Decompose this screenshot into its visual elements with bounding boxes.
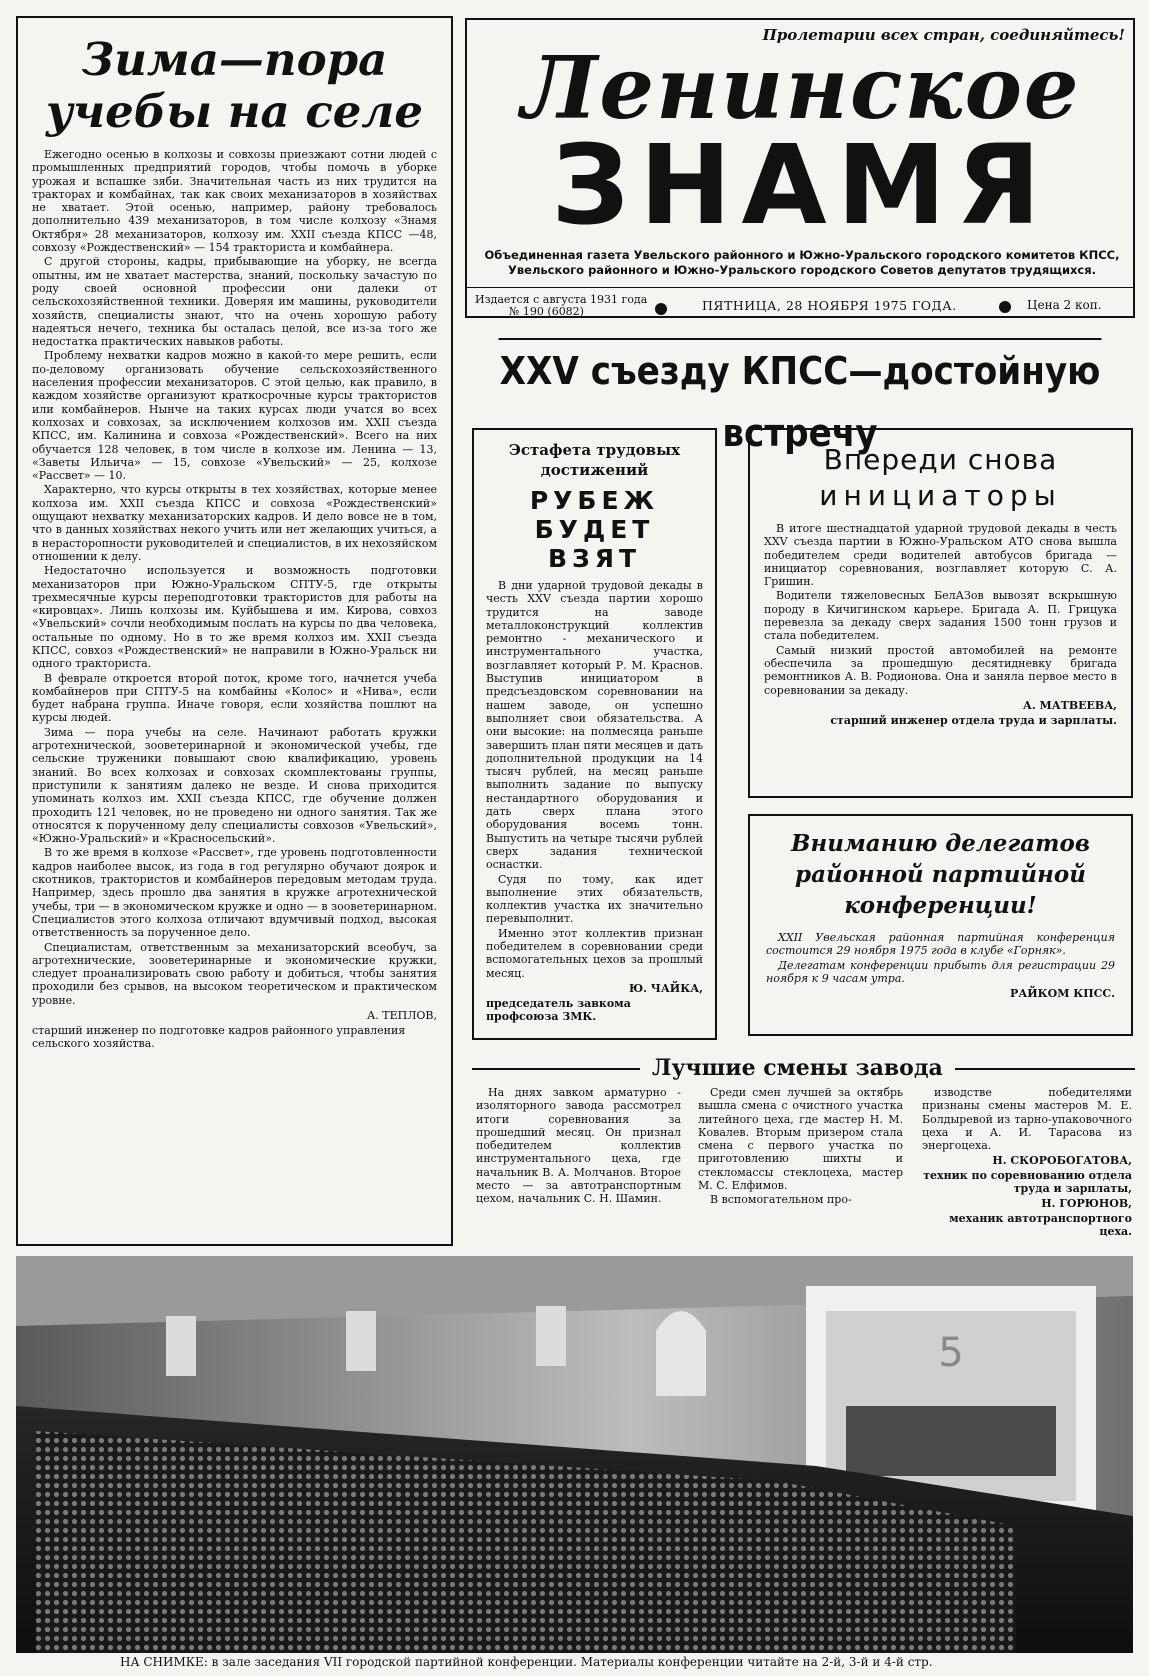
best-shifts-column-2 [698,1086,903,1208]
svg-text:5: 5 [938,1330,964,1376]
bullet-dot-icon [655,303,667,315]
relay-author-title: председатель завкома профсоюза ЗМК. [486,996,631,1023]
conference-hall-photo [16,1256,1133,1653]
innovators-headline-line1: Впереди снова [823,443,1058,476]
left-paragraph: Ежегодно осенью в колхозы и совхозы приезжают сотни людей с промышленных предприятий городов, чтобы помочь в уборке урожая и вспашке зяби. Значительная часть из них трудится на тракторах и комбайнах, так как своих механизаторов в хозяйствах не хватает. Этой осенью, например, району требовалось дополнительно 439 механизаторов, в том числе колхозу «Знамя Октября» 28 механизаторов, колхозу им. XXII съезда КПСС —48, совхозу «Рождественский» — 154 тракториста и комбайнера. [32,148,437,255]
best-shifts-text: На днях завком арматурно - изоляторного завода рассмотрел итоги соревнования за прошедший месяц. Он признал победителем коллектив инструментального цеха, где начальник В. А. Молчанов. Второе место — за автотранспортным цехом, начальник С. Н. Шамин. [476,1086,681,1206]
best-shifts-author-title: техник по соревнованию отдела труда и зарплаты, [923,1169,1132,1196]
left-paragraph: Характерно, что курсы открыты в тех хозяйствах, которые менее колхоза им. XXII съезда КПСС и совхоза «Рождественский» ощущают нехватку механизаторских кадров. И дело вовсе не в том, что в данных хозяйствах некого учить или нет желающих учиться, а в нерасторопности руководителей и специалистов, в их нехозяйском отношении к делу. [32,483,437,563]
best-shifts-title: Лучшие смены завода [640,1054,955,1082]
masthead-divider [467,287,1133,288]
innovators-paragraph: Самый низкий простой автомобилей на ремонте обеспечила за прошедшую десятидневку бригада ремонтников А. В. Родионова. Она и заняла первое место в соревновании за декаду. [764,643,1117,697]
innovators-paragraph: В итоге шестнадцатой ударной трудовой декады в честь XXV съезда партии в Южно-Уральском АТО снова вышла победителем среди водителей автобусов бригада — инициатор соревнования, возглавляет которую С. А. Гришин. [764,522,1117,589]
relay-headline [486,486,703,573]
best-shifts-text: В вспомогательном про- [710,1193,852,1207]
innovators-author-title: старший инженер отдела труда и зарплаты. [830,713,1117,727]
masthead-title-line1: Ленинское [521,38,1081,139]
delegates-headline [766,828,1115,921]
left-paragraph: В феврале откроется второй поток, кроме того, начнется учеба комбайнеров при СПТУ-5 на комбайны «Колос» и «Нива», если будет набрана группа. Иначе говоря, если хозяйства пошлют на курсы людей. [32,671,437,725]
best-shifts-column-1 [476,1086,681,1207]
best-shifts-author: Н. СКОРОБОГАТОВА, [992,1154,1132,1168]
masthead-title-line2: ЗНАМЯ [551,121,1051,249]
innovators-headline-line2: инициаторы [819,479,1062,512]
left-paragraph: С другой стороны, кадры, прибывающие на уборку, не всегда опытны, им не хватает мастерства, знаний, поскольку зачастую по роду своей основной профессии они далеки от сельскохозяйственной техники. Доверяя им машины, руководители хозяйств, специалисты знают, что на очень хорошую работу надеяться нечего, техника бы осталась целой, все из-за того же недостатка практических навыков работы. [32,255,437,349]
left-article-author: А. ТЕПЛОВ, [366,1009,437,1022]
left-article-author-title: старший инженер по подготовке кадров районного управления сельского хозяйства. [32,1024,406,1050]
delegates-signature: РАЙКОМ КПСС. [1010,987,1115,1001]
innovators-article [748,428,1133,798]
photo-image [16,1256,1133,1653]
masthead-subtitle-line2: Увельского районного и Южно-Уральского городского Советов депутатов трудящихся. [508,263,1096,277]
relay-paragraph: В дни ударной трудовой декады в честь XXV съезда партии хорошо трудится на заводе металлоконструкций коллектив ремонтно - механического и инструментального участка, возглавляет который Р. М. Краснов. Выступив инициатором в предсъездовском соревновании на нашем заводе, он успешно выполняет свои обязательства. А они высокие: на полмесяца раньше завершить план пяти месяцев и дать дополнительной продукции на 14 тысяч рублей, на месяц раньше выполнить задание по выпуску нестандартного оборудования и дать сверх плана этого оборудования восемь тонн. Выпустить на четыре тысячи рублей сверх задания технической оснастки. [486,579,703,872]
masthead [465,18,1135,318]
left-paragraph: Специалистам, ответственным за механизаторский всеобуч, за агротехнические, зооветеринарные и экономические кружки, следует проанализировать свою работу и добиться, чтобы занятия проходили без срывов, на высоком теоретическом и практическом уровне. [32,940,437,1007]
delegates-paragraph: Делегатам конференции прибыть для регистрации 29 ноября к 9 часам утра. [766,958,1115,985]
delegates-paragraph: XXII Увельская районная партийная конференция состоится 29 ноября 1975 года в клубе «Горняк». [766,931,1115,958]
left-paragraph: Проблему нехватки кадров можно в какой-то мере решить, если по-деловому организовать обучение сельскохозяйственного населения профессии механизаторов. С этой целью, как правило, в каждом хозяйстве организуют краткосрочные курсы трактористов или комбайнеров. Нынче на таких курсах люди учатся во всех колхозах и совхозах, за исключением колхозов им. XXII съезда КПСС, им. Калинина и совхоза «Рождественский». Всего на них обучается 128 человек, в том числе в колхозе им. Ленина — 13, «Заветы Ильича» — 15, совхозе «Увельский» — 25, колхозе «Рассвет» — 10. [32,349,437,483]
bullet-dot-icon [999,301,1011,313]
issue-date: ПЯТНИЦА, 28 НОЯБРЯ 1975 ГОДА. [702,298,957,313]
best-shifts-author: Н. ГОРЮНОВ, [1041,1197,1132,1211]
delegates-headline-line2: районной партийной [795,861,1086,888]
relay-paragraph: Судя по тому, как идет выполнение этих обязательств, коллектив участка их значительно перевыполнит. [486,872,703,926]
best-shifts-text: Среди смен лучшей за октябрь вышла смена с очистного участка литейного цеха, где мастер Н. М. Ковалев. Вторым призером стала смена с первого участка по приготовлению шихты и стекломассы стеклоцеха, мастер М. С. Елфимов. [698,1086,903,1193]
masthead-motto: Пролетарии всех стран, соединяйтесь! [762,26,1125,44]
left-paragraph: Недостаточно используется и возможность подготовки механизаторов при Южно-Уральском СПТУ-5, где открыты трехмесячные курсы переподготовки трактористов для работы на «кировцах». Лишь колхозы им. Куйбышева и им. Кирова, совхоз «Увельский» сочли необходимым послать на курсы по два человека, остальные по одному. Но в то же время колхоз им. XXII съезда КПСС, совхоз «Рождественский» не направили в Южно-Уральск ни одного тракториста. [32,564,437,671]
relay-headline-line2: БУДЕТ ВЗЯТ [534,515,655,573]
delegates-headline-line3: конференции! [844,892,1037,919]
photo-caption: НА СНИМКЕ: в зале заседания VII городской партийной конференции. Материалы конференции читайте на 2-й, 3-й и 4-й стр. [120,1655,933,1669]
relay-paragraph: Именно этот коллектив признан победителем в соревновании среди вспомогательных цехов за прошлый месяц. [486,926,703,980]
best-shifts-author-title: механик автотранспортного цеха. [949,1212,1132,1239]
best-shifts-text: изводстве победителями признаны смены мастеров М. Е. Болдыревой из тарно-упаковочного цеха и А. И. Тарасова из энергоцеха. [922,1086,1132,1153]
left-article-title [32,34,437,138]
issue-number: № 190 (6082) [509,305,584,318]
relay-kicker: Эстафета трудовых достижений [508,441,681,479]
left-article [16,16,453,1246]
left-title-line2: учебы на селе [46,85,423,138]
issue-price: Цена 2 коп. [1027,298,1102,312]
best-shifts-column-3 [922,1086,1132,1238]
left-title-line1: Зима—пора [81,33,388,86]
front-banner: XXV съезду КПСС—достойную встречу [499,338,1102,402]
masthead-subtitle-line1: Объединенная газета Увельского районного и Южно-Уральского городского комитетов КПСС, [484,248,1120,262]
relay-author: Ю. ЧАЙКА, [628,981,703,995]
issued-since: Издается с августа 1931 года [475,293,648,306]
delegates-notice [748,814,1133,1036]
left-paragraph: Зима — пора учебы на селе. Начинают работать кружки агротехнической, зооветеринарной и экономической учебы, где сельские труженики повышают свою квалификацию, уровень знаний. Во всех колхозах и совхозах скомплектованы группы, приступили к занятиям далеко не везде. И снова приходится упоминать колхоз им. XXII съезда КПСС, где обучение должен проходить 121 человек, но не проведено ни одного занятия. Так же относятся к порученному делу специалисты совхозов «Увельский», «Южно-Уральский» и «Красносельский». [32,725,437,846]
masthead-subtitle [479,248,1125,278]
relay-headline-line1: РУБЕЖ [529,486,660,515]
left-paragraph: В то же время в колхозе «Рассвет», где уровень подготовленности кадров наиболее высок, из года в год регулярно обучают доярок и скотников, трактористов и комбайнеров передовым методам труда. Например, здесь прошло два занятия в кружке агротехнической учебы, три — в экономическом кружке и одно — в зооветеринарном. Специалистов этого колхоза отличают вдумчивый подход, высокая ответственность за порученное дело. [32,846,437,940]
innovators-author: А. МАТВЕЕВА, [1022,698,1117,712]
delegates-headline-line1: Вниманию делегатов [791,830,1090,857]
innovators-headline [764,442,1117,514]
innovators-paragraph: Водители тяжеловесных БелАЗов вывозят вскрышную породу в Кичигинском карьере. Бригада А. П. Грицука перевезла за декаду сверх задания 1500 тонн грузов и стала победителем. [764,589,1117,643]
relay-article [472,428,717,1040]
